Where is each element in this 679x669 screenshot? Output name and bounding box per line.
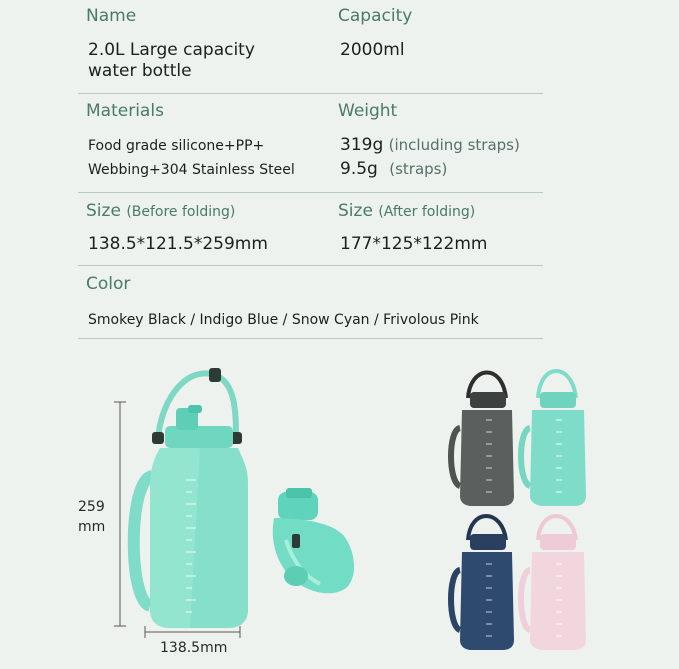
name-value-line2: water bottle — [88, 61, 192, 81]
width-dimension-label: 138.5mm — [160, 640, 228, 656]
capacity-label: Capacity — [338, 6, 413, 26]
height-dimension-unit: mm — [78, 519, 106, 535]
materials-value-line2: Webbing+304 Stainless Steel — [88, 162, 295, 178]
size-before-label: Size — [86, 201, 121, 221]
weight-label: Weight — [338, 101, 398, 121]
weight-value-2: 9.5g — [340, 159, 378, 179]
size-after-value: 177*125*122mm — [340, 234, 488, 254]
size-after-qualifier: (After folding) — [378, 204, 476, 220]
bottle-snow-cyan — [521, 371, 586, 506]
materials-label: Materials — [86, 101, 164, 121]
bottle-smokey-black — [451, 372, 514, 506]
size-after-label: Size — [338, 201, 373, 221]
color-label: Color — [86, 274, 131, 294]
weight-value-1: 319g — [340, 135, 384, 155]
name-value-line1: 2.0L Large capacity — [88, 40, 255, 60]
name-label: Name — [86, 6, 137, 26]
capacity-value: 2000ml — [340, 40, 405, 60]
height-dimension-value: 259 — [78, 499, 105, 515]
weight-note-2: (straps) — [389, 160, 448, 178]
size-before-value: 138.5*121.5*259mm — [88, 234, 268, 254]
materials-value-line1: Food grade silicone+PP+ — [88, 138, 265, 154]
bottle-indigo-blue — [451, 516, 514, 650]
color-value: Smokey Black / Indigo Blue / Snow Cyan / Frivolous Pink — [88, 312, 479, 328]
bottle-frivolous-pink — [521, 516, 586, 650]
size-before-qualifier: (Before folding) — [126, 204, 236, 220]
weight-note-1: (including straps) — [388, 136, 520, 154]
